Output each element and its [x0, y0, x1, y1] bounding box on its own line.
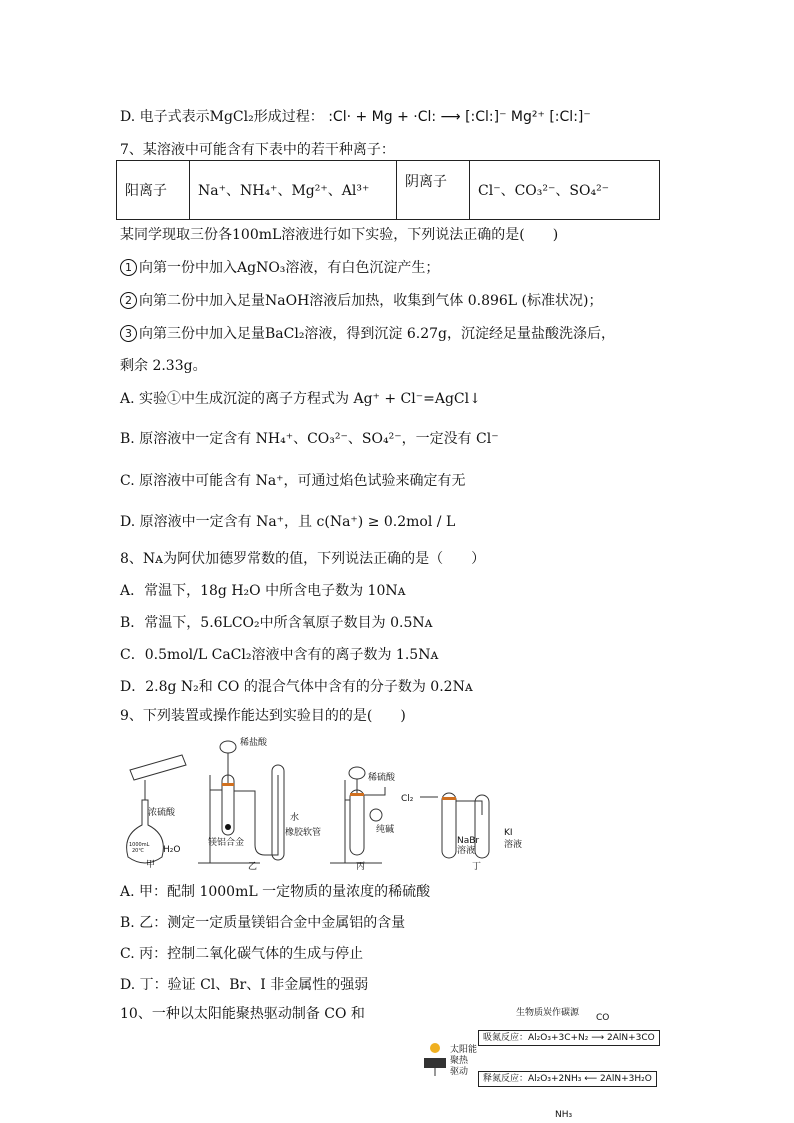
label-yi: 乙 — [248, 862, 258, 872]
q7-option-d: D. 原溶液中一定含有 Na⁺，且 c(Na⁺) ≥ 0.2mol / L — [120, 514, 456, 530]
flow-nh3: NH₃ — [555, 1110, 573, 1120]
q10-flow-figure — [420, 1005, 670, 1123]
anion-label: 阴离子 — [397, 161, 470, 220]
q8-option-c: C．0.5mol/L CaCl₂溶液中含有的离子数为 1.5Nᴀ — [120, 647, 439, 663]
label-water: 水 — [290, 813, 300, 823]
label-nabr: NaBr — [457, 836, 480, 846]
svg-text:溶液: 溶液 — [504, 840, 523, 850]
q6-d-formula: :Cl· + Mg + ·Cl: ⟶ [:Cl:]⁻ Mg²⁺ [:Cl:]⁻ — [328, 109, 591, 125]
q7-step3-cont: 剩余 2.33g。 — [120, 358, 207, 374]
q9-stem: 9、下列装置或操作能达到实验目的的是( ) — [120, 708, 406, 724]
svg-text:溶液: 溶液 — [457, 846, 476, 856]
cations: Na⁺、NH₄⁺、Mg²⁺、Al³⁺ — [190, 161, 397, 220]
svg-text:1000mL: 1000mL — [129, 842, 150, 848]
q10-stem: 10、一种以太阳能聚热驱动制备 CO 和 — [120, 1006, 365, 1022]
label-dil-h2so4: 稀硫酸 — [368, 773, 396, 783]
q7-step2: 2 向第二份中加入足量NaOH溶液后加热，收集到气体 0.896L (标准状况)； — [120, 291, 602, 311]
label-jia: 甲 — [146, 860, 156, 870]
q7-step1: 1 向第一份中加入AgNO₃溶液，有白色沉淀产生； — [120, 258, 439, 278]
label-cl2: Cl₂ — [401, 794, 414, 804]
q9-option-c: C. 丙：控制二氧化碳气体的生成与停止 — [120, 946, 364, 962]
flow-co: CO — [596, 1013, 610, 1023]
q8-stem: 8、Nᴀ为阿伏加德罗常数的值，下列说法正确的是（ ） — [120, 551, 486, 567]
label-ding: 丁 — [472, 862, 482, 872]
solar-panel-icon — [420, 1040, 450, 1080]
q7-intro: 某同学现取三份各100mL溶液进行如下实验，下列说法正确的是( ) — [120, 227, 559, 243]
q6-d-label: D. — [120, 109, 136, 125]
label-dil-hcl: 稀盐酸 — [240, 738, 268, 748]
ion-table — [116, 160, 660, 220]
q6-option-d — [120, 107, 591, 127]
label-conc-acid: 浓硫酸 — [148, 808, 176, 818]
label-h2o: H₂O — [163, 845, 181, 855]
q7-step3: 3 向第三份中加入足量BaCl₂溶液，得到沉淀 6.27g，沉淀经足量盐酸洗涤后， — [120, 324, 615, 344]
label-bing: 丙 — [356, 862, 366, 872]
q9-option-b: B. 乙：测定一定质量镁铝合金中金属铝的含量 — [120, 915, 406, 931]
q7-option-c: C. 原溶液中可能含有 Na⁺，可通过焰色试验来确定有无 — [120, 473, 466, 489]
flow-react1: 吸氮反应：Al₂O₃+3C+N₂ ⟶ 2AlN+3CO — [478, 1030, 660, 1046]
q9-apparatus-figure — [120, 735, 523, 875]
q8-option-b: B．常温下，5.6LCO₂中所含氧原子数目为 0.5Nᴀ — [120, 615, 433, 631]
svg-text:20℃: 20℃ — [132, 848, 144, 854]
q8-option-d: D．2.8g N₂和 CO 的混合气体中含有的分子数为 0.2Nᴀ — [120, 679, 473, 695]
q7-option-a: A. 实验①中生成沉淀的离子方程式为 Ag⁺ + Cl⁻=AgCl↓ — [120, 391, 481, 407]
q9-option-d: D. 丁：验证 Cl、Br、I 非金属性的强弱 — [120, 977, 369, 993]
q7-stem: 7、某溶液中可能含有下表中的若干种离子： — [120, 142, 395, 158]
q6-d-text: 电子式表示MgCl₂形成过程： — [139, 109, 324, 125]
cation-label: 阳离子 — [117, 161, 190, 220]
flow-source: 生物质炭作碳源 — [516, 1008, 580, 1018]
flow-solar: 太阳能 聚热 驱动 — [450, 1045, 478, 1077]
label-tube: 橡胶软管 — [285, 828, 322, 838]
q7-option-b: B. 原溶液中一定含有 NH₄⁺、CO₃²⁻、SO₄²⁻，一定没有 Cl⁻ — [120, 431, 499, 447]
anions: Cl⁻、CO₃²⁻、SO₄²⁻ — [470, 161, 660, 220]
label-mgal: 镁铝合金 — [208, 838, 245, 848]
label-soda: 纯碱 — [376, 825, 395, 835]
q8-option-a: A．常温下，18g H₂O 中所含电子数为 10Nᴀ — [120, 583, 406, 599]
flow-react2: 释氮反应：Al₂O₃+2NH₃ ⟵ 2AlN+3H₂O — [478, 1071, 657, 1087]
q9-option-a: A. 甲：配制 1000mL 一定物质的量浓度的稀硫酸 — [120, 884, 431, 900]
label-ki: KI — [504, 828, 513, 838]
